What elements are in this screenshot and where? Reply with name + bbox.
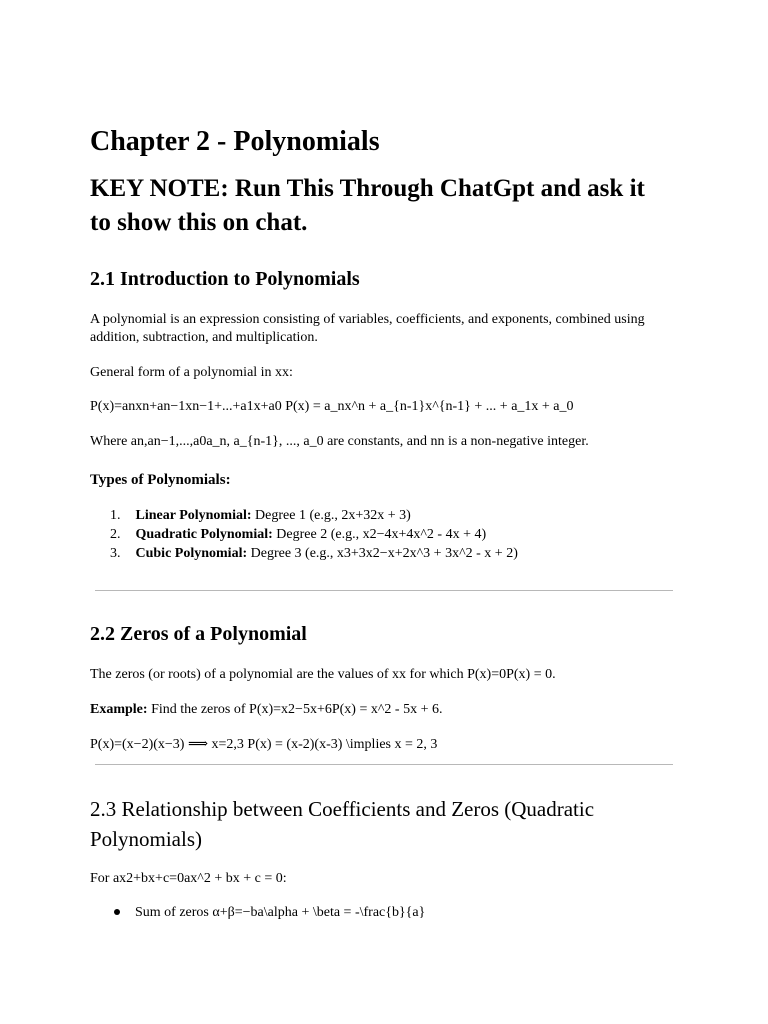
chapter-title: Chapter 2 - Polynomials [90,126,380,157]
list-item: Sum of zeros α+β=−ba\alpha + \beta = -\frac{b}{a} [135,905,426,920]
list-item-number: 1. [110,508,121,523]
section-2-3-heading-line-2: Polynomials) [90,827,203,851]
where-text: Where an,an−1,...,a0a_n, a_{n-1}, ..., a_0 are constants, and nn is a non-negative integer. [90,434,589,449]
types-heading: Types of Polynomials: [90,472,231,488]
general-form-text: General form of a polynomial in xx: [90,365,293,380]
key-note-line-1: KEY NOTE: Run This Through ChatGpt and ask it [90,175,645,202]
list-item-number: 2. [110,527,121,542]
example-label: Example: [90,702,148,717]
example-solution: P(x)=(x−2)(x−3) ⟹ x=2,3 P(x) = (x-2)(x-3) \implies x = 2, 3 [90,737,438,752]
example-line [90,701,442,719]
section-divider [95,764,673,765]
general-form-formula: P(x)=anxn+an−1xn−1+...+a1x+a0 P(x) = a_nx^n + a_{n-1}x^{n-1} + ... + a_1x + a_0 [90,399,574,414]
list-item-label: Cubic Polynomial: [135,546,248,561]
example-text: Find the zeros of P(x)=x2−5x+6P(x) = x^2 - 5x + 6. [147,702,443,717]
list-item-text: Degree 3 (e.g., x3+3x2−x+2x^3 + 3x^2 - x + 2) [247,546,518,561]
key-note-line-2: to show this on chat. [90,209,308,236]
intro-paragraph-line-1: A polynomial is an expression consisting of variables, coefficients, and exponents, combined using [90,312,645,327]
section-divider [95,590,673,591]
section-2-1-heading: 2.1 Introduction to Polynomials [90,268,360,290]
for-quadratic-text: For ax2+bx+c=0ax^2 + bx + c = 0: [90,871,287,886]
list-item [110,526,486,544]
zeros-definition: The zeros (or roots) of a polynomial are the values of xx for which P(x)=0P(x) = 0. [90,667,556,682]
section-2-3-heading-line-1: 2.3 Relationship between Coefficients and Zeros (Quadratic [90,797,595,821]
list-item-text: Degree 2 (e.g., x2−4x+4x^2 - 4x + 4) [272,527,487,542]
list-item-label: Linear Polynomial: [135,508,252,523]
list-item [110,507,411,525]
intro-paragraph-line-2: addition, subtraction, and multiplication. [90,330,318,345]
bullet-icon [114,909,120,915]
list-item [110,545,518,563]
section-2-2-heading: 2.2 Zeros of a Polynomial [90,623,307,645]
list-item-text: Degree 1 (e.g., 2x+32x + 3) [251,508,411,523]
list-item-label: Quadratic Polynomial: [135,527,273,542]
list-item-number: 3. [110,546,121,561]
